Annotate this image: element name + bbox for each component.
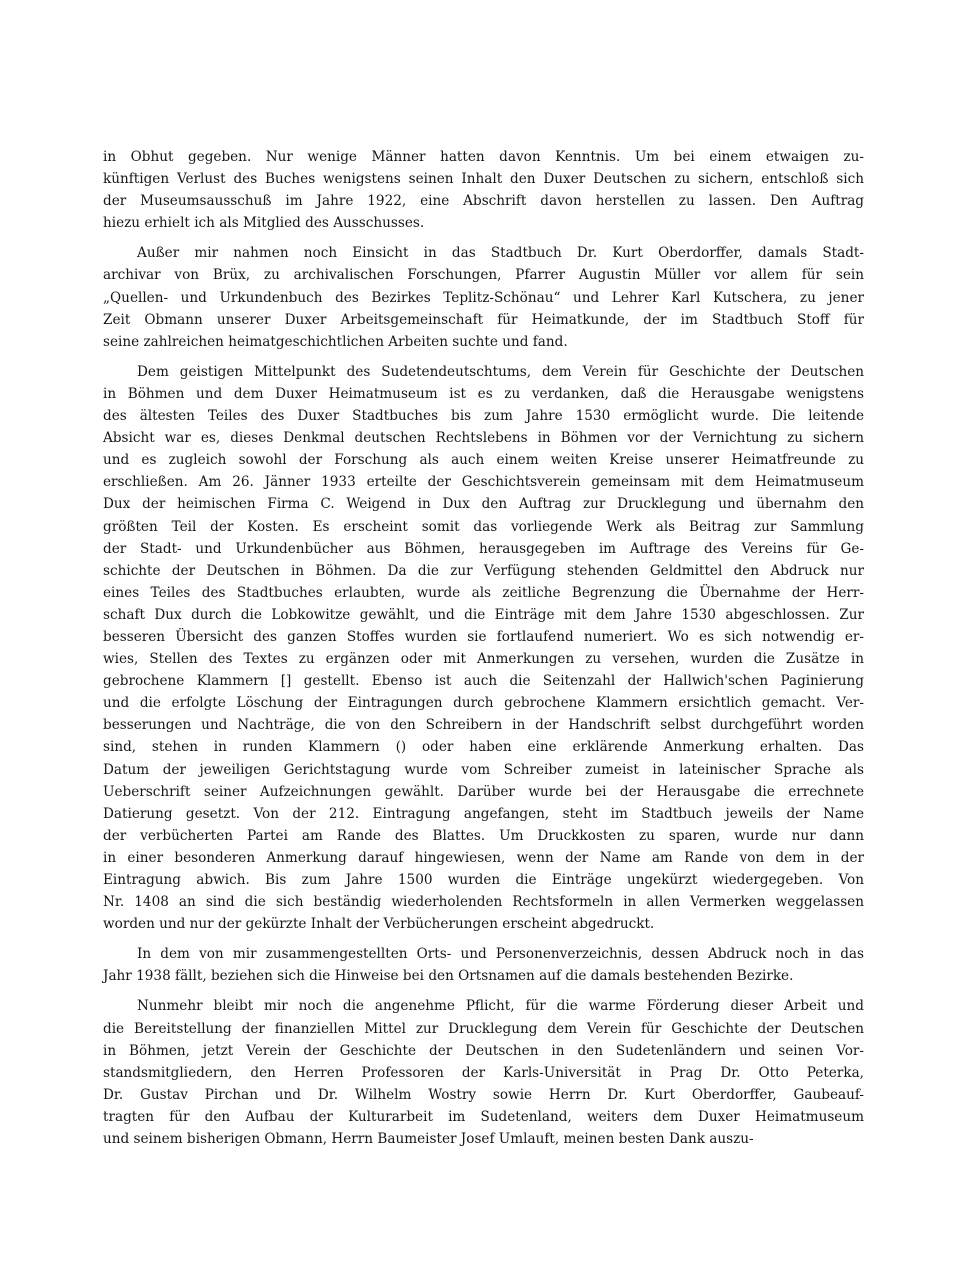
text-line: Außer mir nahmen noch Einsicht in das Stadtbuch Dr. Kurt Oberdorffer, damals Stadt- bbox=[137, 245, 864, 262]
text-line: künftigen Verlust des Buches wenigstens seinen Inhalt den Duxer Deutschen zu sichern, entschloß sich bbox=[103, 171, 864, 188]
text-line: worden und nur der gekürzte Inhalt der Verbücherungen erscheint abgedruckt. bbox=[103, 916, 655, 933]
text-line: in Böhmen und dem Duxer Heimatmuseum ist es zu verdanken, daß die Herausgabe wenigstens bbox=[103, 385, 864, 402]
text-line: größten Teil der Kosten. Es erscheint somit das vorliegende Werk als Beitrag zur Sammlung bbox=[103, 518, 864, 535]
text-line: Datum der jeweiligen Gerichtstagung wurde vom Schreiber zumeist in lateinischer Sprache als bbox=[103, 761, 864, 778]
text-line: Datierung gesetzt. Von der 212. Eintragung angefangen, steht im Stadtbuch jeweils der Name bbox=[103, 805, 864, 822]
text-line: „Quellen- und Urkundenbuch des Bezirkes Teplitz-Schönau“ und Lehrer Karl Kutschera, zu jener bbox=[103, 289, 864, 306]
text-line: Nr. 1408 an sind die sich beständig wiederholenden Rechtsformeln in allen Vermerken weggelassen bbox=[103, 894, 864, 911]
text-line: sind, stehen in runden Klammern () oder haben eine erklärende Anmerkung erhalten. Das bbox=[103, 739, 864, 756]
text-line: die Bereitstellung der finanziellen Mittel zur Drucklegung dem Verein für Geschichte der Deutschen bbox=[103, 1020, 864, 1037]
text-line: Dux der heimischen Firma C. Weigend in Dux den Auftrag zur Drucklegung und übernahm den bbox=[103, 496, 864, 513]
text-line: in Obhut gegeben. Nur wenige Männer hatten davon Kenntnis. Um bei einem etwaigen zu- bbox=[103, 149, 864, 165]
text-line: und seinem bisherigen Obmann, Herrn Baumeister Josef Umlauft, meinen besten Dank auszu- bbox=[103, 1131, 754, 1148]
text-line: schichte der Deutschen in Böhmen. Da die zur Verfügung stehenden Geldmittel den Abdruck nur bbox=[103, 562, 864, 579]
text-line: und die erfolgte Löschung der Eintragungen durch gebrochene Klammern ersichtlich gemacht. Ver- bbox=[103, 695, 864, 712]
text-line: und es zugleich sowohl der Forschung als auch einem weiten Kreise unserer Heimatfreunde zu bbox=[103, 452, 864, 469]
text-line: Dem geistigen Mittelpunkt des Sudetendeutschtums, dem Verein für Geschichte der Deutschen bbox=[137, 363, 864, 380]
text-line: Dr. Gustav Pirchan und Dr. Wilhelm Wostry sowie Herrn Dr. Kurt Oberdorffer, Gaubeauf- bbox=[103, 1086, 864, 1103]
text-line: besseren Übersicht des ganzen Stoffes wurden sie fortlaufend numeriert. Wo es sich notwendig er- bbox=[103, 628, 864, 645]
paragraph-p5 bbox=[103, 995, 864, 1150]
text-line: der Museumsausschuß im Jahre 1922, eine Abschrift davon herstellen zu lassen. Den Auftrag bbox=[103, 193, 864, 210]
text-line: tragten für den Aufbau der Kulturarbeit im Sudetenland, weiters dem Duxer Heimatmuseum bbox=[103, 1108, 864, 1125]
text-line: besserungen und Nachträge, die von den Schreibern in der Handschrift selbst durchgeführt worden bbox=[103, 717, 864, 734]
text-line: des ältesten Teiles des Duxer Stadtbuches bis zum Jahre 1530 ermöglicht wurde. Die leitende bbox=[103, 408, 864, 425]
body-text bbox=[103, 146, 864, 1150]
text-line: gebrochene Klammern [] gestellt. Ebenso ist auch die Seitenzahl der Hallwich'schen Paginierung bbox=[103, 673, 864, 690]
text-line: Nunmehr bleibt mir noch die angenehme Pflicht, für die warme Förderung dieser Arbeit und bbox=[137, 998, 864, 1015]
text-line: erschließen. Am 26. Jänner 1933 erteilte der Geschichtsverein gemeinsam mit dem Heimatmuseum bbox=[103, 474, 864, 491]
text-line: in Böhmen, jetzt Verein der Geschichte der Deutschen in den Sudetenländern und seinen Vor- bbox=[103, 1042, 864, 1059]
text-line: archivar von Brüx, zu archivalischen Forschungen, Pfarrer Augustin Müller vor allem für sein bbox=[103, 267, 864, 284]
text-line: hiezu erhielt ich als Mitglied des Ausschusses. bbox=[103, 215, 425, 232]
text-line: schaft Dux durch die Lobkowitze gewählt, und die Einträge mit dem Jahre 1530 abgeschlossen. Zur bbox=[103, 606, 864, 623]
text-line: wies, Stellen des Textes zu ergänzen oder mit Anmerkungen zu versehen, wurden die Zusätze in bbox=[103, 651, 864, 668]
paragraph-p3 bbox=[103, 361, 864, 935]
paragraph-p1 bbox=[103, 146, 864, 234]
text-line: in einer besonderen Anmerkung darauf hingewiesen, wenn der Name am Rande von dem in der bbox=[103, 849, 864, 866]
text-line: In dem von mir zusammengestellten Orts- und Personenverzeichnis, dessen Abdruck noch in das bbox=[137, 946, 864, 963]
text-line: Ueberschrift seiner Aufzeichnungen gewählt. Darüber wurde bei der Herausgabe die errechnete bbox=[103, 783, 864, 800]
text-line: Zeit Obmann unserer Duxer Arbeitsgemeinschaft für Heimatkunde, der im Stadtbuch Stoff für bbox=[103, 311, 864, 328]
text-line: Absicht war es, dieses Denkmal deutschen Rechtslebens in Böhmen vor der Vernichtung zu sichern bbox=[103, 430, 864, 447]
text-line: Jahr 1938 fällt, beziehen sich die Hinweise bei den Ortsnamen auf die damals bestehenden Bezirke. bbox=[103, 968, 794, 985]
paragraph-p4 bbox=[103, 943, 864, 987]
text-line: seine zahlreichen heimatgeschichtlichen Arbeiten suchte und fand. bbox=[103, 333, 568, 350]
text-line: standsmitgliedern, den Herren Professoren der Karls-Universität in Prag Dr. Otto Peterka, bbox=[103, 1064, 864, 1081]
text-line: der verbücherten Partei am Rande des Blattes. Um Druckkosten zu sparen, wurde nur dann bbox=[103, 827, 864, 844]
text-line: Eintragung abwich. Bis zum Jahre 1500 wurden die Einträge ungekürzt wiedergegeben. Von bbox=[103, 872, 864, 888]
text-line: eines Teiles des Stadtbuches erlaubten, wurde als zeitliche Begrenzung die Übernahme der Herr- bbox=[103, 584, 864, 601]
text-line: der Stadt- und Urkundenbücher aus Böhmen, herausgegeben im Auftrage des Vereins für Ge- bbox=[103, 540, 864, 557]
paragraph-p2 bbox=[103, 242, 864, 352]
